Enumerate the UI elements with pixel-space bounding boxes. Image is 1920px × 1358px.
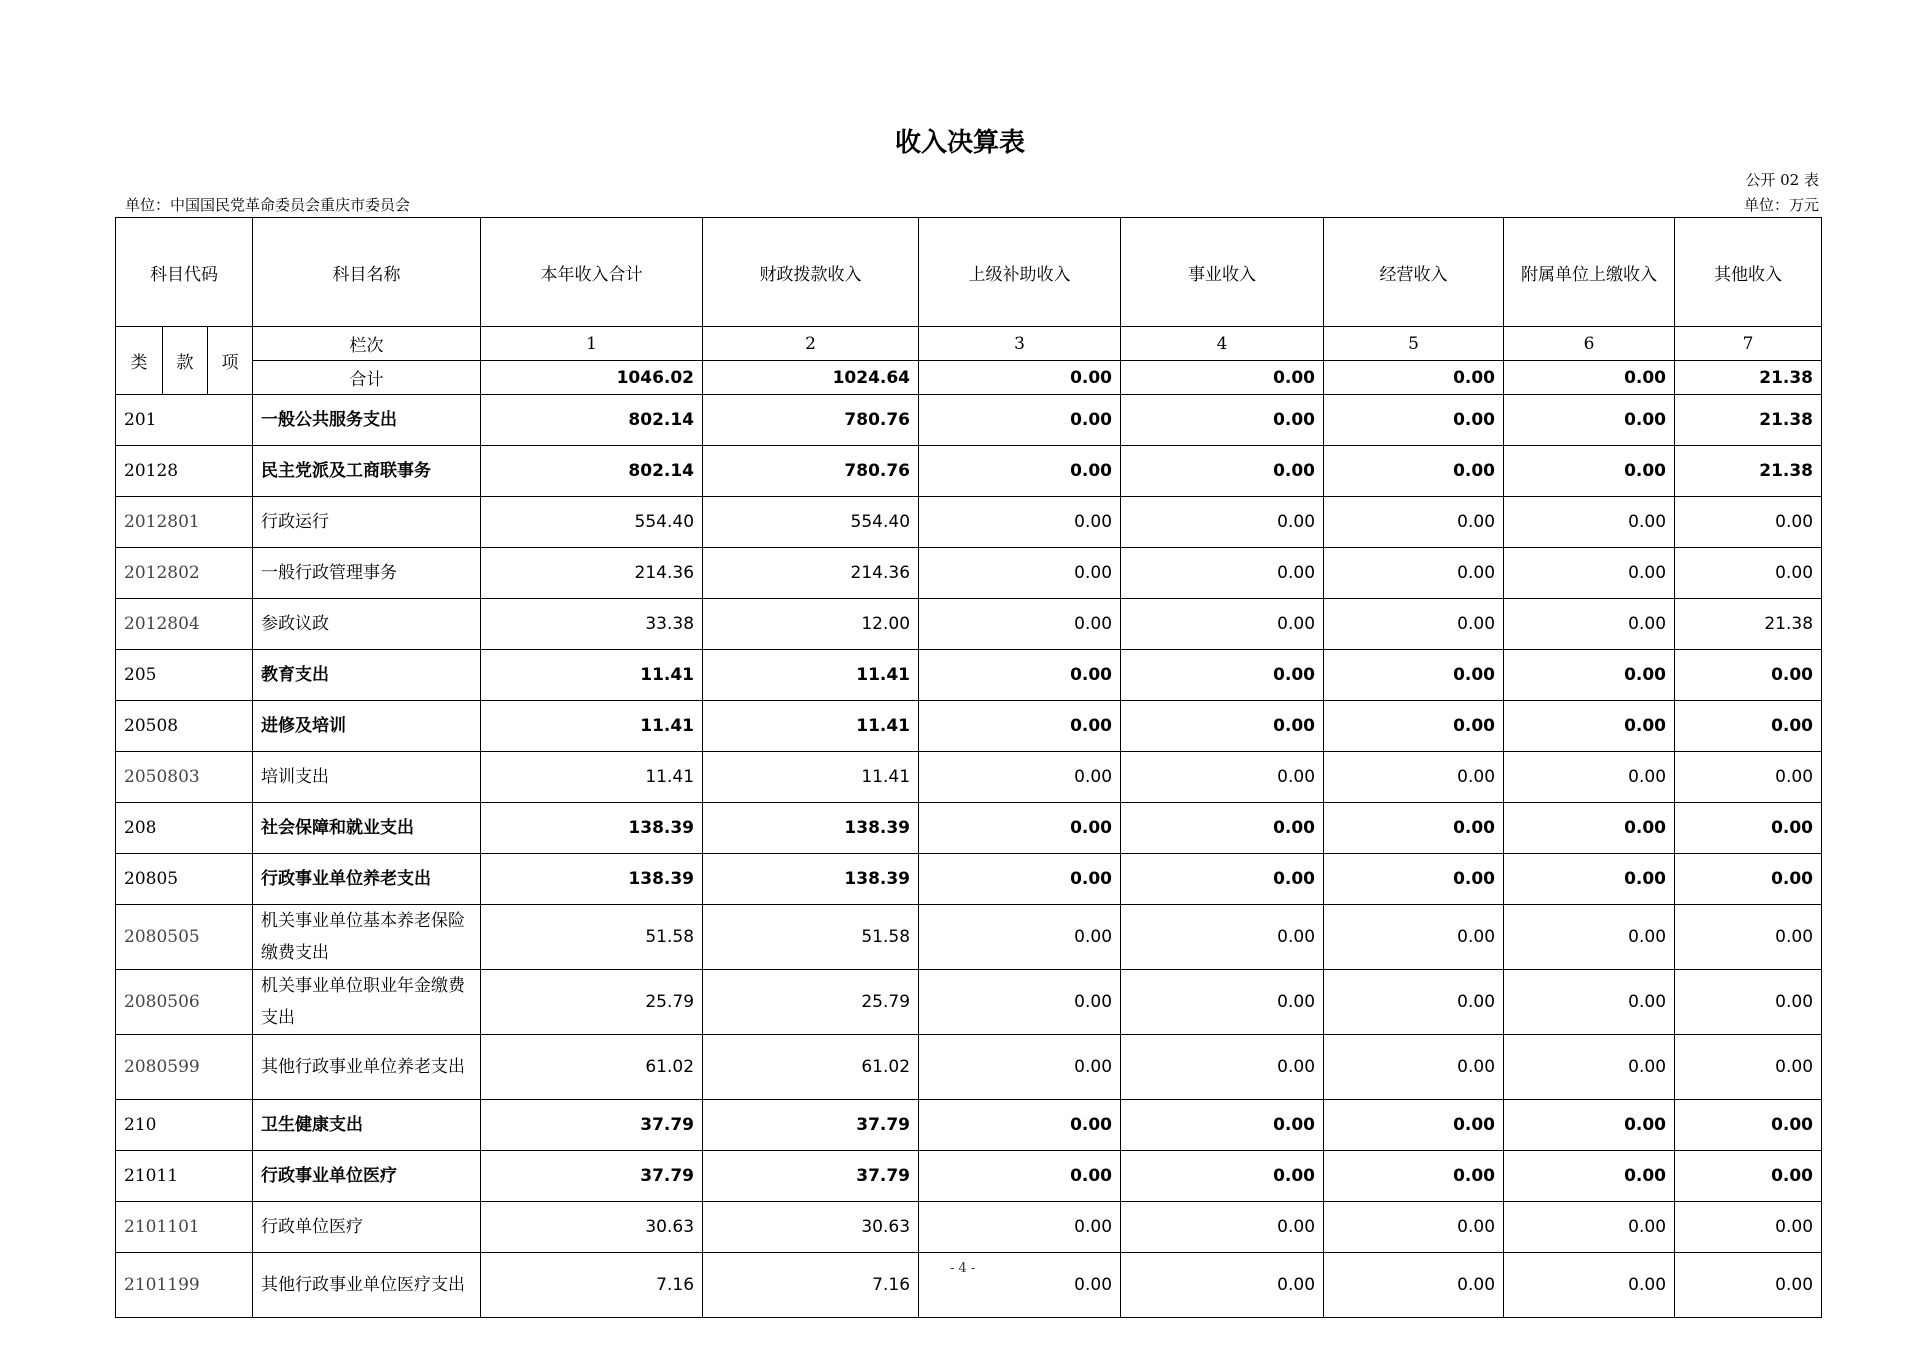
amount-cell: 0.00 [1324, 1151, 1504, 1202]
subject-name: 教育支出 [253, 650, 481, 701]
amount-cell: 0.00 [1504, 854, 1675, 905]
amount-cell: 37.79 [703, 1100, 919, 1151]
header-name: 科目名称 [253, 218, 481, 327]
amount-cell: 21.38 [1675, 446, 1822, 497]
amount-cell: 0.00 [919, 1100, 1121, 1151]
subject-name: 一般行政管理事务 [253, 548, 481, 599]
amount-cell: 0.00 [1675, 701, 1822, 752]
amount-cell: 0.00 [1504, 1100, 1675, 1151]
amount-cell: 0.00 [919, 446, 1121, 497]
amount-cell: 0.00 [1121, 752, 1324, 803]
subject-name: 行政单位医疗 [253, 1202, 481, 1253]
amount-cell: 138.39 [481, 854, 703, 905]
amount-cell: 51.58 [481, 905, 703, 970]
amount-cell: 7.16 [481, 1253, 703, 1318]
table-row [116, 650, 1822, 701]
amount-cell: 0.00 [1121, 1151, 1324, 1202]
amount-cell: 0.00 [1121, 395, 1324, 446]
amount-cell: 0.00 [919, 1035, 1121, 1100]
subject-code: 2012804 [116, 599, 253, 650]
amount-cell: 37.79 [481, 1151, 703, 1202]
amount-cell: 0.00 [919, 905, 1121, 970]
amount-cell: 0.00 [1324, 803, 1504, 854]
subheader-lei: 类 [116, 327, 163, 395]
amount-cell: 0.00 [919, 1253, 1121, 1318]
amount-cell: 0.00 [1504, 395, 1675, 446]
amount-cell: 0.00 [1324, 905, 1504, 970]
amount-cell: 0.00 [919, 650, 1121, 701]
amount-cell: 0.00 [1504, 752, 1675, 803]
organization-unit: 单位：中国国民党革命委员会重庆市委员会 [125, 196, 411, 214]
amount-cell: 0.00 [919, 854, 1121, 905]
table-row [116, 803, 1822, 854]
amount-cell: 37.79 [481, 1100, 703, 1151]
amount-cell: 0.00 [1675, 854, 1822, 905]
amount-cell: 0.00 [1675, 970, 1822, 1035]
total-cell: 1046.02 [481, 361, 703, 395]
table-row [116, 599, 1822, 650]
amount-cell: 0.00 [919, 1151, 1121, 1202]
subject-name: 行政事业单位医疗 [253, 1151, 481, 1202]
amount-cell: 0.00 [1675, 1253, 1822, 1318]
amount-cell: 33.38 [481, 599, 703, 650]
header-affiliated: 附属单位上缴收入 [1504, 218, 1675, 327]
subject-name: 一般公共服务支出 [253, 395, 481, 446]
amount-cell: 802.14 [481, 395, 703, 446]
amount-cell: 0.00 [1504, 446, 1675, 497]
amount-cell: 214.36 [703, 548, 919, 599]
amount-cell: 0.00 [1324, 1202, 1504, 1253]
amount-cell: 0.00 [919, 548, 1121, 599]
subject-name: 进修及培训 [253, 701, 481, 752]
amount-cell: 780.76 [703, 395, 919, 446]
header-other: 其他收入 [1675, 218, 1822, 327]
amount-cell: 0.00 [1675, 548, 1822, 599]
amount-cell: 0.00 [1675, 650, 1822, 701]
amount-cell: 11.41 [703, 752, 919, 803]
amount-cell: 0.00 [1324, 548, 1504, 599]
amount-cell: 0.00 [1324, 650, 1504, 701]
subject-code: 201 [116, 395, 253, 446]
amount-cell: 0.00 [1121, 803, 1324, 854]
table-row [116, 1100, 1822, 1151]
amount-cell: 0.00 [1324, 446, 1504, 497]
amount-cell: 0.00 [1675, 1151, 1822, 1202]
total-cell: 21.38 [1675, 361, 1822, 395]
table-row [116, 497, 1822, 548]
amount-cell: 0.00 [919, 1202, 1121, 1253]
subject-code: 205 [116, 650, 253, 701]
table-row [116, 1035, 1822, 1100]
total-cell: 1024.64 [703, 361, 919, 395]
amount-cell: 0.00 [1121, 1035, 1324, 1100]
amount-cell: 37.79 [703, 1151, 919, 1202]
amount-cell: 0.00 [1121, 650, 1324, 701]
subject-code: 2050803 [116, 752, 253, 803]
amount-cell: 0.00 [1504, 905, 1675, 970]
column-number: 2 [703, 327, 919, 361]
table-row [116, 701, 1822, 752]
amount-cell: 0.00 [1504, 548, 1675, 599]
amount-cell: 61.02 [703, 1035, 919, 1100]
header-total: 本年收入合计 [481, 218, 703, 327]
amount-cell: 554.40 [703, 497, 919, 548]
table-row [116, 970, 1822, 1035]
page-number: - 4 - [950, 1261, 976, 1276]
header-superior: 上级补助收入 [919, 218, 1121, 327]
amount-cell: 21.38 [1675, 599, 1822, 650]
subheader-heji: 合计 [253, 361, 481, 395]
amount-cell: 138.39 [703, 854, 919, 905]
subject-name: 行政事业单位养老支出 [253, 854, 481, 905]
subject-code: 20805 [116, 854, 253, 905]
amount-cell: 0.00 [1504, 497, 1675, 548]
amount-cell: 0.00 [919, 752, 1121, 803]
amount-cell: 21.38 [1675, 395, 1822, 446]
amount-cell: 0.00 [1675, 905, 1822, 970]
amount-cell: 554.40 [481, 497, 703, 548]
amount-cell: 0.00 [1121, 548, 1324, 599]
subject-name: 卫生健康支出 [253, 1100, 481, 1151]
subject-name: 参政议政 [253, 599, 481, 650]
subject-code: 2012802 [116, 548, 253, 599]
amount-cell: 138.39 [703, 803, 919, 854]
column-number: 6 [1504, 327, 1675, 361]
amount-cell: 0.00 [919, 599, 1121, 650]
amount-cell: 0.00 [1324, 970, 1504, 1035]
subject-code: 2080505 [116, 905, 253, 970]
subject-name: 机关事业单位职业年金缴费支出 [253, 970, 481, 1035]
amount-cell: 11.41 [481, 752, 703, 803]
page-title: 收入决算表 [894, 128, 1025, 158]
total-cell: 0.00 [919, 361, 1121, 395]
subheader-xiang: 项 [208, 327, 253, 395]
header-business: 事业收入 [1121, 218, 1324, 327]
amount-cell: 0.00 [919, 497, 1121, 548]
amount-cell: 0.00 [1324, 854, 1504, 905]
amount-cell: 0.00 [1504, 1035, 1675, 1100]
amount-cell: 802.14 [481, 446, 703, 497]
amount-cell: 0.00 [1121, 701, 1324, 752]
amount-cell: 138.39 [481, 803, 703, 854]
amount-cell: 11.41 [481, 701, 703, 752]
subject-name: 其他行政事业单位养老支出 [253, 1035, 481, 1100]
amount-cell: 0.00 [1324, 752, 1504, 803]
subject-code: 2012801 [116, 497, 253, 548]
amount-cell: 0.00 [1121, 970, 1324, 1035]
income-statement-table [115, 217, 1822, 1318]
amount-cell: 0.00 [1504, 701, 1675, 752]
subject-code: 20508 [116, 701, 253, 752]
document-number: 公开 02 表 [1745, 171, 1819, 189]
amount-cell: 12.00 [703, 599, 919, 650]
subheader-kuan: 款 [163, 327, 208, 395]
amount-cell: 0.00 [1675, 803, 1822, 854]
subject-code: 21011 [116, 1151, 253, 1202]
amount-cell: 0.00 [1324, 497, 1504, 548]
amount-cell: 0.00 [1324, 599, 1504, 650]
amount-cell: 0.00 [1324, 1100, 1504, 1151]
amount-cell: 7.16 [703, 1253, 919, 1318]
amount-cell: 0.00 [919, 395, 1121, 446]
amount-cell: 0.00 [919, 970, 1121, 1035]
table-row [116, 446, 1822, 497]
amount-cell: 0.00 [1121, 854, 1324, 905]
subject-name: 社会保障和就业支出 [253, 803, 481, 854]
amount-cell: 0.00 [1504, 1151, 1675, 1202]
amount-cell: 0.00 [1121, 1100, 1324, 1151]
amount-cell: 0.00 [919, 701, 1121, 752]
header-code: 科目代码 [116, 218, 253, 327]
table-row [116, 1202, 1822, 1253]
amount-cell: 0.00 [1121, 599, 1324, 650]
amount-cell: 0.00 [1675, 752, 1822, 803]
total-cell: 0.00 [1324, 361, 1504, 395]
amount-cell: 0.00 [1121, 497, 1324, 548]
amount-cell: 0.00 [919, 803, 1121, 854]
amount-cell: 51.58 [703, 905, 919, 970]
amount-cell: 25.79 [703, 970, 919, 1035]
total-cell: 0.00 [1121, 361, 1324, 395]
subject-code: 208 [116, 803, 253, 854]
amount-cell: 61.02 [481, 1035, 703, 1100]
column-number: 4 [1121, 327, 1324, 361]
amount-cell: 30.63 [703, 1202, 919, 1253]
subject-code: 2101199 [116, 1253, 253, 1318]
subject-name: 行政运行 [253, 497, 481, 548]
subject-code: 20128 [116, 446, 253, 497]
column-number: 5 [1324, 327, 1504, 361]
subject-name: 其他行政事业单位医疗支出 [253, 1253, 481, 1318]
amount-cell: 0.00 [1675, 1100, 1822, 1151]
column-number: 7 [1675, 327, 1822, 361]
amount-cell: 0.00 [1504, 970, 1675, 1035]
amount-cell: 0.00 [1324, 395, 1504, 446]
header-operating: 经营收入 [1324, 218, 1504, 327]
amount-cell: 11.41 [703, 701, 919, 752]
amount-cell: 0.00 [1121, 1202, 1324, 1253]
table-row [116, 854, 1822, 905]
column-number: 1 [481, 327, 703, 361]
amount-cell: 25.79 [481, 970, 703, 1035]
table-row [116, 752, 1822, 803]
amount-cell: 30.63 [481, 1202, 703, 1253]
amount-cell: 780.76 [703, 446, 919, 497]
subject-name: 民主党派及工商联事务 [253, 446, 481, 497]
amount-cell: 0.00 [1504, 650, 1675, 701]
amount-cell: 0.00 [1121, 1253, 1324, 1318]
amount-cell: 0.00 [1324, 1035, 1504, 1100]
amount-cell: 0.00 [1675, 1202, 1822, 1253]
amount-cell: 0.00 [1675, 497, 1822, 548]
subject-name: 培训支出 [253, 752, 481, 803]
total-cell: 0.00 [1504, 361, 1675, 395]
amount-cell: 0.00 [1675, 1035, 1822, 1100]
subject-code: 2080599 [116, 1035, 253, 1100]
currency-unit: 单位：万元 [1743, 196, 1819, 214]
subject-code: 210 [116, 1100, 253, 1151]
amount-cell: 214.36 [481, 548, 703, 599]
amount-cell: 11.41 [703, 650, 919, 701]
subject-code: 2101101 [116, 1202, 253, 1253]
amount-cell: 0.00 [1324, 701, 1504, 752]
table-row [116, 1151, 1822, 1202]
subheader-lanci: 栏次 [253, 327, 481, 361]
amount-cell: 0.00 [1121, 905, 1324, 970]
amount-cell: 11.41 [481, 650, 703, 701]
subject-name: 机关事业单位基本养老保险缴费支出 [253, 905, 481, 970]
table-row [116, 905, 1822, 970]
table-row [116, 395, 1822, 446]
amount-cell: 0.00 [1504, 1253, 1675, 1318]
amount-cell: 0.00 [1324, 1253, 1504, 1318]
amount-cell: 0.00 [1504, 599, 1675, 650]
amount-cell: 0.00 [1121, 446, 1324, 497]
amount-cell: 0.00 [1504, 803, 1675, 854]
table-row [116, 548, 1822, 599]
header-fiscal: 财政拨款收入 [703, 218, 919, 327]
amount-cell: 0.00 [1504, 1202, 1675, 1253]
column-number: 3 [919, 327, 1121, 361]
subject-code: 2080506 [116, 970, 253, 1035]
